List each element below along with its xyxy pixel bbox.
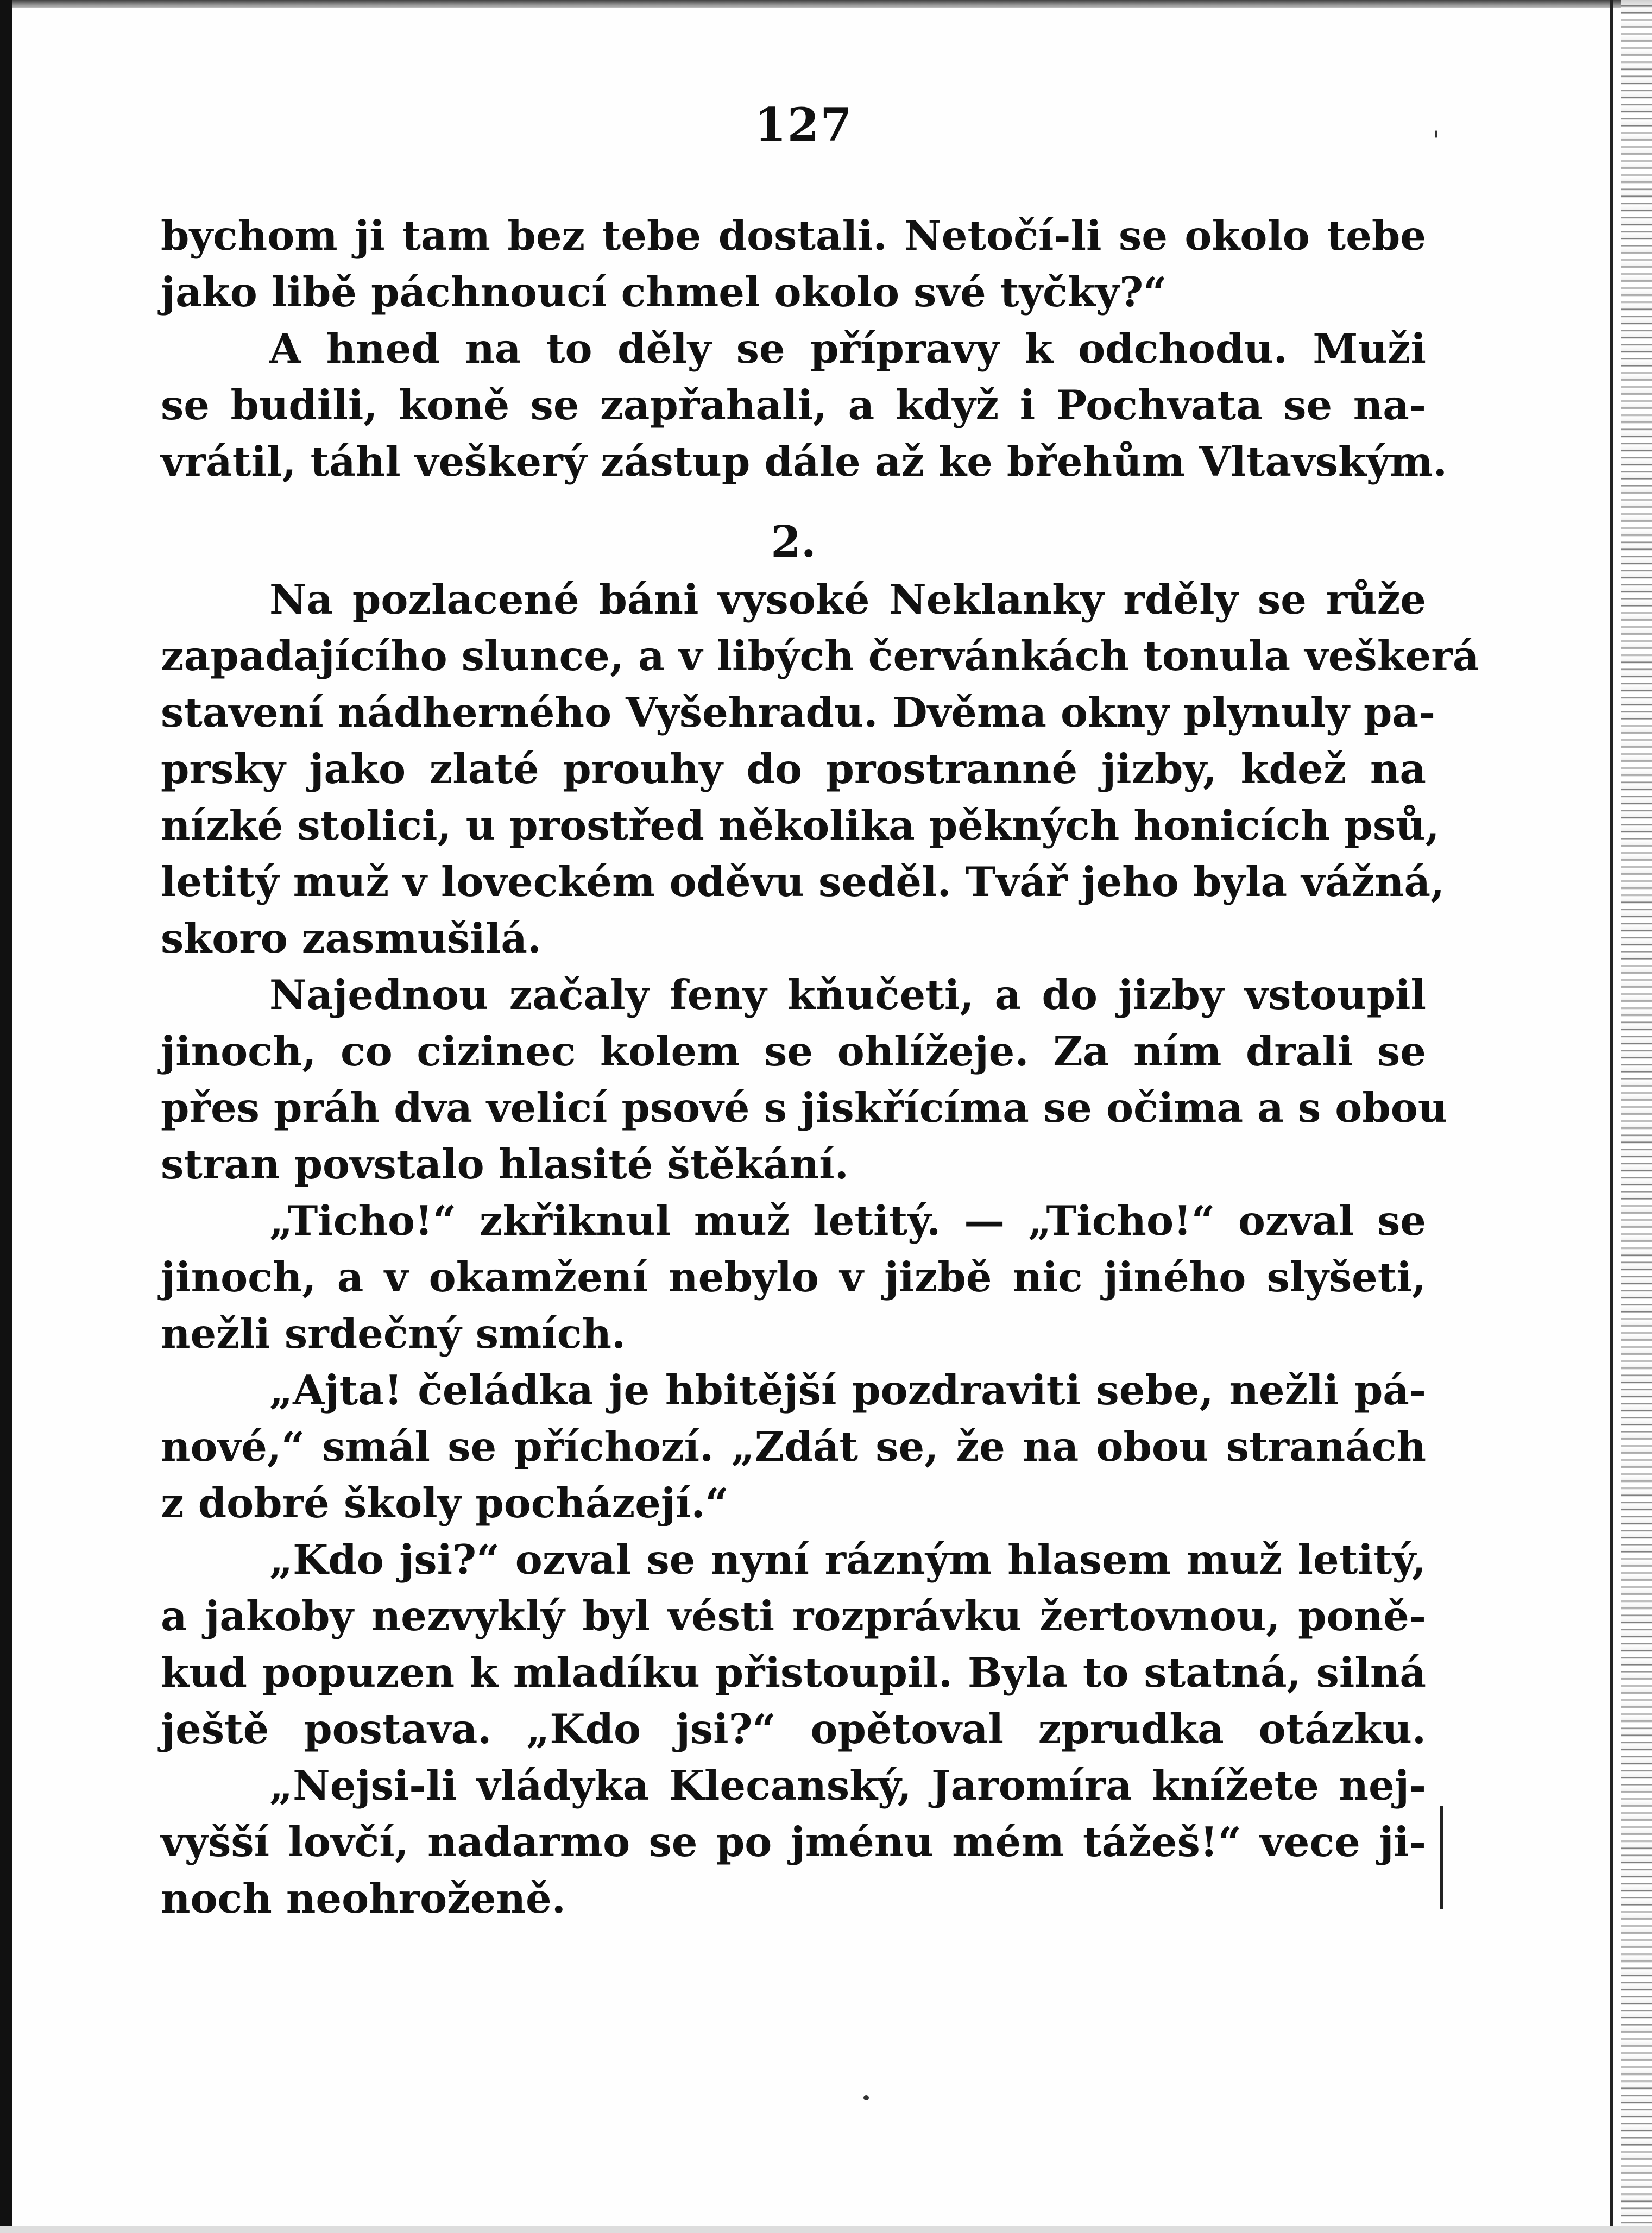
text-line: kud popuzen k mladíku přistoupil. Byla to statná, silná — [161, 1649, 1426, 1696]
ink-speck — [863, 2095, 869, 2100]
text-line: Na pozlacené báni vysoké Neklanky rděly se růže — [269, 576, 1426, 623]
text-line: „Ticho!“ zkřiknul muž letitý. — „Ticho!“ ozval se — [269, 1197, 1426, 1245]
text-line: zapadajícího slunce, a v libých červánkách tonula veškerá — [161, 632, 1479, 680]
text-line: Najednou začaly feny kňučeti, a do jizby vstoupil — [269, 971, 1426, 1019]
text-line: noch neohroženě. — [161, 1875, 566, 1922]
text-line: nežli srdečný smích. — [161, 1310, 626, 1358]
text-line: vyšší lovčí, nadarmo se po jménu mém tážeš!“ vece ji- — [161, 1818, 1426, 1866]
text-line: skoro zasmušilá. — [161, 914, 542, 962]
page-number: 127 — [754, 98, 853, 152]
page-edge-left — [0, 0, 12, 2233]
text-line: letitý muž v loveckém oděvu seděl. Tvář jeho byla vážná, — [161, 858, 1445, 906]
body-text — [161, 207, 1479, 1927]
text-line: „Ajta! čeládka je hbitější pozdraviti sebe, nežli pá- — [269, 1366, 1426, 1414]
text-line: vrátil, táhl veškerý zástup dále až ke břehům Vltavským. — [161, 438, 1447, 485]
page-edge-right-line — [1610, 0, 1613, 2233]
text-line: stran povstalo hlasité štěkání. — [161, 1140, 849, 1188]
text-line: stavení nádherného Vyšehradu. Dvěma okny plynuly pa- — [161, 689, 1436, 736]
text-line: přes práh dva velicí psové s jiskřícíma se očima a s obou — [161, 1084, 1448, 1132]
ink-speck — [1435, 130, 1437, 138]
text-line: bychom ji tam bez tebe dostali. Netočí-li se okolo tebe — [161, 212, 1426, 260]
text-line: se budili, koně se zapřahali, a když i Pochvata se na- — [161, 381, 1426, 429]
page-edge-bottom — [0, 2226, 1652, 2233]
page-edge-top — [0, 0, 1652, 8]
text-line: ještě postava. „Kdo jsi?“ opětoval zprudka otázku. — [161, 1705, 1426, 1753]
text-line: „Nejsi-li vládyka Klecanský, Jaromíra knížete nej- — [269, 1762, 1426, 1809]
text-line: prsky jako zlaté prouhy do prostranné jizby, kdež na — [161, 745, 1426, 793]
section-number: 2. — [771, 516, 816, 567]
text-line: nízké stolici, u prostřed několika pěkných honicích psů, — [161, 802, 1440, 849]
text-line: z dobré školy pocházejí.“ — [161, 1479, 729, 1527]
text-line: jinoch, a v okamžení nebylo v jizbě nic jiného slyšeti, — [161, 1253, 1426, 1301]
margin-mark — [1440, 1806, 1443, 1909]
text-line: A hned na to děly se přípravy k odchodu. Muži — [269, 325, 1426, 373]
text-line: a jakoby nezvyklý byl vésti rozprávku žertovnou, poně- — [161, 1592, 1426, 1640]
page-edge-right — [1621, 0, 1652, 2233]
text-line: „Kdo jsi?“ ozval se nyní rázným hlasem muž letitý, — [269, 1536, 1426, 1584]
text-line: jinoch, co cizinec kolem se ohlížeje. Za ním drali se — [161, 1027, 1426, 1075]
text-line: jako libě páchnoucí chmel okolo své tyčky?“ — [161, 268, 1167, 316]
text-line: nové,“ smál se příchozí. „Zdát se, že na obou stranách — [161, 1423, 1426, 1471]
